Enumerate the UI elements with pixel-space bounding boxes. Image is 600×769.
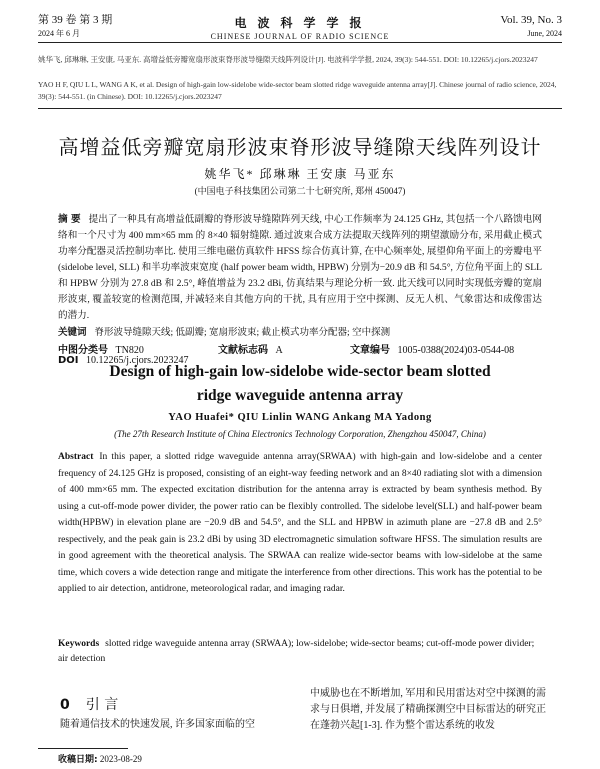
doc-code-label: 文献标志码 (218, 345, 268, 356)
keywords-cn-text: 脊形波导缝隙天线; 低副瓣; 宽扇形波束; 截止模式功率分配器; 空中探测 (94, 328, 391, 338)
article-number-label: 文章编号 (350, 345, 390, 356)
citation-rule (38, 108, 562, 109)
date-cn: 2024 年 6 月 (38, 29, 80, 38)
affiliation-cn: (中国电子科技集团公司第二十七研究所, 郑州 450047) (194, 186, 406, 196)
journal-name-cn: 电 波 科 学 学 报 (234, 16, 366, 30)
keywords-cn (58, 324, 542, 338)
keywords-en-label: Keywords (58, 639, 100, 649)
title-en-line-1: Design of high-gain low-sidelobe wide-sector beam slotted (109, 363, 491, 380)
doi-value: 10.12265/j.cjors.2023247 (86, 355, 189, 366)
clc-label: 中图分类号 (58, 345, 108, 356)
abstract-en-text: In this paper, a slotted ridge waveguide antenna array(SRWAA) with high-gain and low-sidelobe and a center frequency of 24.125 GHz is proposed, consisting of an eight-way feeding network and an 8×40 radiating slot with a dimension of 400 mm×65 mm. The expected excitation distribution for the antenna array is extracted by beam synthesis method. By using a cut-off-mode power divider, the power ratio can be flexibly controlled. The sidelobe level(SLL) and half-power beam width(HPBW) in elevation plane are −20.9 dB and 54.5°, and the SLL and HPBW in azimuth plane are −27.8 dB and 2.5° respectively, and the peak gain is 23.2 dBi by using 3D electromagnetic simulation software HFSS. The simulation results are in good agreement with the theoretical analysis. The SRWAA can realize wide-sector beams with low-sidelobe at the same time, which covers a wide detection range and mitigate the interference from other directions. This work has the potential to be applied to air detection, antidrone, meteorological radar, and imaging radar. (58, 452, 542, 594)
title-cn: 高增益低旁瓣宽扇形波束脊形波导缝隙天线阵列设计 (58, 135, 542, 159)
received-label: 收稿日期: (58, 755, 98, 765)
body-text-right: 中威胁也在不断增加, 军用和民用雷达对空中探测的需求与日俱增, 并发展了精确探测空中目标雷达的研究正在蓬勃兴起[1-3]. 作为整个雷达系统的收发 (310, 688, 546, 731)
clc-line (58, 341, 144, 356)
authors-cn: 姚华飞* 邱琳琳 王安康 马亚东 (204, 167, 396, 181)
clc-value: TN820 (115, 345, 144, 356)
doc-code-value: A (275, 345, 283, 356)
doi-label: DOI (58, 355, 79, 366)
affiliation-en: (The 27th Research Institute of China Electronics Technology Corporation, Zhengzhou 450047, China) (114, 429, 486, 439)
section-title: 引 言 (85, 697, 119, 713)
abstract-cn-label: 摘 要 (58, 214, 81, 225)
journal-name-en: CHINESE JOURNAL OF RADIO SCIENCE (210, 32, 390, 41)
abstract-en (58, 449, 542, 598)
article-number-value: 1005-0388(2024)03-0544-08 (397, 345, 515, 356)
volume-cn: 第 39 卷 第 3 期 (38, 14, 113, 26)
keywords-cn-label: 关键词 (58, 327, 87, 338)
header-rule (38, 42, 562, 43)
body-text-left: 随着通信技术的快速发展, 许多国家面临的空 (60, 719, 255, 730)
received-date (58, 752, 142, 765)
doc-code-line (218, 341, 283, 356)
date-en: June, 2024 (527, 29, 562, 38)
authors-en: YAO Huafei* QIU Linlin WANG Ankang MA Yadong (168, 412, 432, 423)
section-heading (60, 694, 118, 714)
abstract-cn (58, 212, 542, 324)
volume-en: Vol. 39, No. 3 (500, 14, 562, 26)
abstract-en-label: Abstract (58, 452, 94, 462)
citation-cn: 姚华飞, 邱琳琳, 王安康, 马亚东. 高增益低旁瓣宽扇形波束脊形波导缝隙天线阵列设计[J]. 电波科学学报, 2024, 39(3): 544-551. DOI: 10.12265/j.cjors.2023247 (38, 55, 538, 64)
title-en (0, 360, 600, 408)
footnote-rule (38, 748, 128, 749)
article-number-line (350, 341, 514, 356)
keywords-en-text: slotted ridge waveguide antenna array (SRWAA); low-sidelobe; wide-sector beams; cut-off-mode power divider; air detection (58, 639, 535, 664)
keywords-en (58, 637, 542, 667)
citation-en: YAO H F, QIU L L, WANG A K, et al. Design of high-gain low-sidelobe wide-sector beam slotted ridge waveguide antenna array[J]. Chinese journal of radio science, 2024, 39(3): 544-551. (in Chinese). DOI: 10.12265/j.cjors.2023247 (38, 80, 557, 101)
title-en-line-2: ridge waveguide antenna array (196, 387, 404, 404)
header-volume-en (500, 14, 562, 40)
section-number: 0 (60, 697, 70, 713)
abstract-cn-text: 提出了一种具有高增益低副瓣的脊形波导缝隙阵列天线, 中心工作频率为 24.125 GHz, 其包括一个八路馈电网络和一个尺寸为 400 mm×65 mm 的 8×40 辐射缝隙. 通过波束合成方法提取天线阵列的期望激励分布, 采用截止模式功率分配器灵活控制功率比. 使用三维电磁仿真软件 HFSS 综合仿真计算, 在中心频率处, 展望仰角平面上的旁瓣电平 (sidelobe level, SLL) 和半功率波束宽度 (half power beam width, HPBW) 分别为−20.9 dB 和 54.5°, 方位角平面上的 SLL 和 HPBW 分别为 27.8 dB 和 2.5°, 峰值增益为 23.2 dBi, 仿真结果与理论分析一致. 此天线可以同时实现低旁瓣的宽扇形波束, 覆盖较宽的检测范围, 并减轻来自其他方向的干扰, 具有应用于空中探测、反无人机、气象雷达和成像雷达的潜力. (58, 214, 542, 321)
received-value: 2023-08-29 (99, 754, 142, 764)
